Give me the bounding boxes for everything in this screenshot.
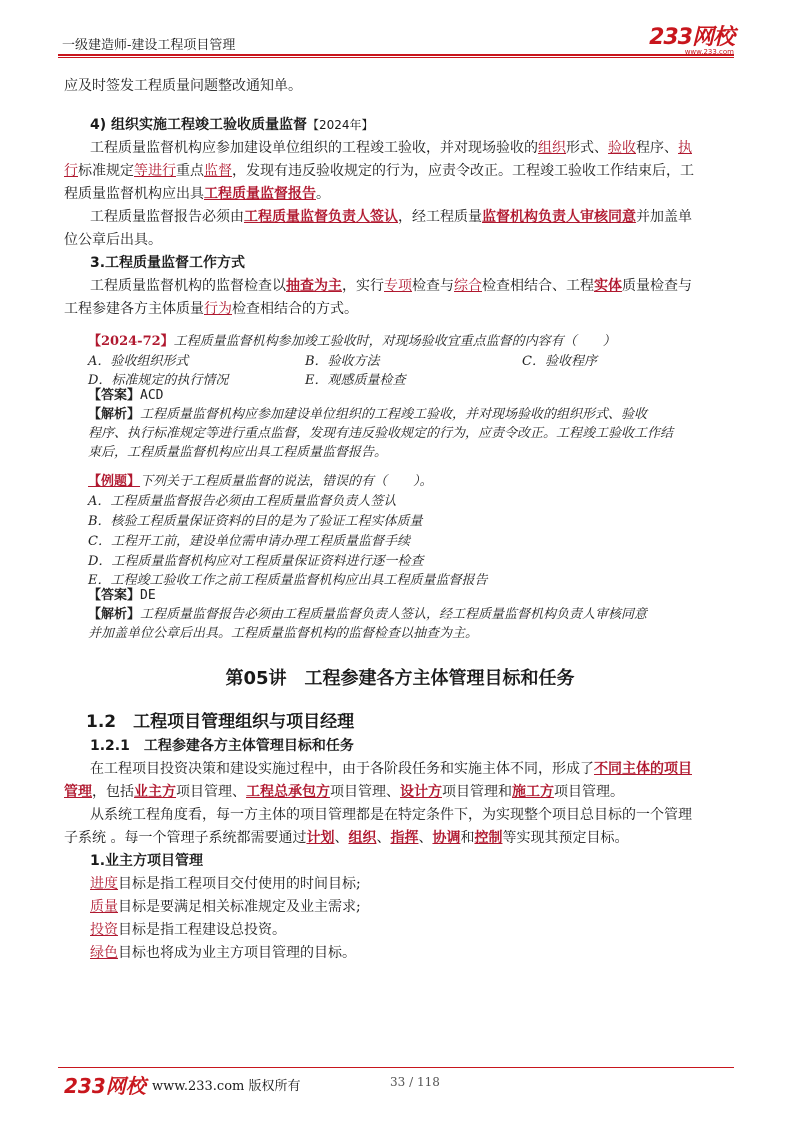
header-rule-thin	[58, 57, 734, 58]
question-stem: 【2024-72】工程质量监督机构参加竣工验收时，对现场验收宜重点监督的内容有（ ）	[88, 334, 616, 349]
option-a: A．验收组织形式	[88, 354, 189, 369]
option-d: D．标准规定的执行情况	[88, 373, 229, 388]
option-e: E．工程竣工验收工作之前工程质量监督机构应出具工程质量监督报告	[88, 573, 488, 588]
paragraph-cont: 工程参建各方主体质量行为检查相结合的方式。	[64, 301, 358, 317]
paragraph: 工程质量监督报告必须由工程质量监督负责人签认，经工程质量监督机构负责人审核同意并加盖单	[90, 209, 692, 225]
heading-4: 4) 组织实施工程竣工验收质量监督【2024年】	[90, 117, 374, 133]
explanation: 【解析】工程质量监督机构应参加建设单位组织的工程竣工验收，并对现场验收的组织形式、验收	[88, 407, 648, 422]
paragraph: 应及时签发工程质量问题整改通知单。	[64, 78, 302, 94]
paragraph-cont: 程质量监督机构应出具工程质量监督报告。	[64, 186, 330, 202]
footer-site: www.233.com 版权所有	[152, 1079, 301, 1094]
answer: 【答案】ACD	[88, 388, 164, 403]
option-c: C．工程开工前，建设单位需申请办理工程质量监督手续	[88, 534, 410, 549]
paragraph: 工程质量监督机构的监督检查以抽查为主，实行专项检查与综合检查相结合、工程实体质量检查与	[90, 278, 692, 294]
paragraph-cont: 位公章后出具。	[64, 232, 162, 248]
paragraph: 工程质量监督机构应参加建设单位组织的工程竣工验收，并对现场验收的组织形式、验收程序、执	[90, 140, 692, 156]
explanation-cont: 束后，工程质量监督机构应出具工程质量监督报告。	[88, 445, 388, 460]
footer-logo: 233网校	[64, 1074, 146, 1098]
explanation: 【解析】工程质量监督报告必须由工程质量监督负责人签认，经工程质量监督机构负责人审核同意	[88, 607, 648, 622]
goal-item: 质量目标是要满足相关标准规定及业主需求;	[90, 899, 361, 915]
goal-item: 绿色目标也将成为业主方项目管理的目标。	[90, 945, 356, 961]
paragraph-cont: 子系统 。每一个管理子系统都需要通过计划、组织、指挥、协调和控制等实现其预定目标。	[64, 830, 629, 846]
answer: 【答案】DE	[88, 588, 156, 603]
goal-item: 投资目标是指工程建设总投资。	[90, 922, 286, 938]
paragraph: 在工程项目投资决策和建设实施过程中，由于各阶段任务和实施主体不同，形成了不同主体的项目	[90, 761, 692, 777]
page-number: 33 / 118	[390, 1075, 440, 1089]
heading-3: 3.工程质量监督工作方式	[90, 255, 246, 271]
paragraph: 从系统工程角度看，每一方主体的项目管理都是在特定条件下，为实现整个项目总目标的一个管理	[90, 807, 692, 823]
brand-logo: 233网校 www.233.com	[649, 25, 734, 56]
explanation-cont: 程序、执行标准规定等进行重点监督，发现有违反验收规定的行为，应责令改正。工程竣工验收工作结	[88, 426, 674, 441]
option-d: D．工程质量监督机构应对工程质量保证资料进行逐一检查	[88, 554, 424, 569]
footer-rule	[58, 1067, 734, 1068]
paragraph-cont: 行标准规定等进行重点监督，发现有违反验收规定的行为，应责令改正。工程竣工验收工作结束后，工	[64, 163, 694, 179]
option-a: A．工程质量监督报告必须由工程质量监督负责人签认	[88, 494, 397, 509]
chapter-title: 第05讲 工程参建各方主体管理目标和任务	[225, 668, 575, 689]
goal-item: 进度目标是指工程项目交付使用的时间目标;	[90, 876, 361, 892]
section-title: 1.2 工程项目管理组织与项目经理	[86, 712, 355, 732]
paragraph-cont: 管理，包括业主方项目管理、工程总承包方项目管理、设计方项目管理和施工方项目管理。	[64, 784, 624, 800]
option-c: C．验收程序	[522, 354, 597, 369]
option-b: B．验收方法	[305, 354, 380, 369]
heading-5: 1.业主方项目管理	[90, 853, 204, 869]
question-stem: 【例题】下列关于工程质量监督的说法，错误的有（ ）。	[88, 474, 433, 489]
option-e: E．观感质量检查	[305, 373, 406, 388]
header-title: 一级建造师-建设工程项目管理	[62, 38, 236, 53]
option-b: B．核验工程质量保证资料的目的是为了验证工程实体质量	[88, 514, 423, 529]
subsection-title: 1.2.1 工程参建各方主体管理目标和任务	[90, 738, 354, 754]
explanation-cont: 并加盖单位公章后出具。工程质量监督机构的监督检查以抽查为主。	[88, 626, 479, 641]
header-rule	[58, 54, 734, 56]
